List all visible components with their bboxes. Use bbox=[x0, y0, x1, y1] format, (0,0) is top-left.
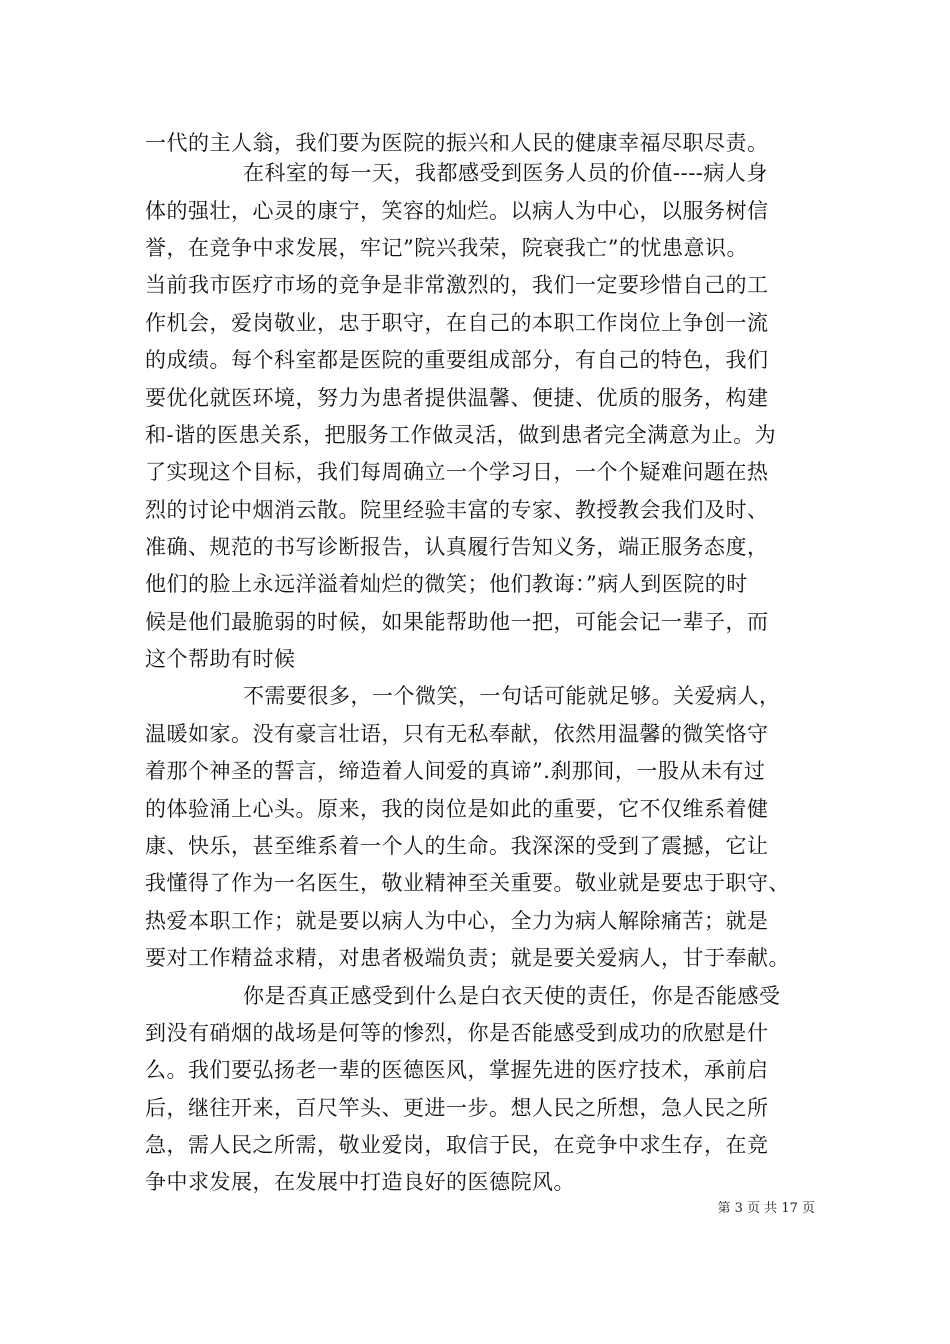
text-line: 当前我市医疗市场的竞争是非常激烈的，我们一定要珍惜自己的工 bbox=[145, 273, 769, 297]
text-line: 我懂得了作为一名医生，敬业精神至关重要。敬业就是要忠于职守、 bbox=[145, 871, 790, 895]
text-line: 的体验涌上心头。原来，我的岗位是如此的重要，它不仅维系着健 bbox=[145, 797, 769, 821]
text-line: 后，继往开来，百尺竿头、更进一步。想人民之所想，急人民之所 bbox=[145, 1096, 769, 1120]
text-line: 一代的主人翁，我们要为医院的振兴和人民的健康幸福尽职尽责。 bbox=[145, 131, 769, 155]
text-line: 要优化就医环境，努力为患者提供温馨、便捷、优质的服务，构建 bbox=[145, 386, 769, 410]
text-line: 这个帮助有时候 bbox=[145, 647, 296, 671]
text-line: 争中求发展，在发展中打造良好的医德院风。 bbox=[145, 1170, 575, 1194]
page-number: 第 3 页 共 17 页 bbox=[717, 1201, 815, 1216]
text-line: 体的强壮，心灵的康宁，笑容的灿烂。以病人为中心，以服务树信 bbox=[145, 199, 769, 223]
text-line: 到没有硝烟的战场是何等的惨烈，你是否能感受到成功的欣慰是什 bbox=[145, 1021, 769, 1045]
paragraph-first-line: 你是否真正感受到什么是白衣天使的责任，你是否能感受 bbox=[243, 984, 781, 1008]
text-line: 作机会，爱岗敬业，忠于职守，在自己的本职工作岗位上争创一流 bbox=[145, 311, 769, 335]
text-line: 着那个神圣的誓言，缔造着人间爱的真谛”.刹那间，一股从未有过 bbox=[145, 759, 766, 783]
text-line: 急，需人民之所需，敬业爱岗，取信于民，在竞争中求生存，在竞 bbox=[145, 1133, 769, 1157]
paragraph-first-line: 在科室的每一天，我都感受到医务人员的价值----病人身 bbox=[243, 161, 768, 185]
text-line: 温暖如家。没有豪言壮语，只有无私奉献，依然用温馨的微笑恪守 bbox=[145, 722, 769, 746]
text-line: 候是他们最脆弱的时候，如果能帮助他一把，可能会记一辈子，而 bbox=[145, 610, 769, 634]
text-line: 了实现这个目标，我们每周确立一个学习日，一个个疑难问题在热 bbox=[145, 460, 769, 484]
text-line: 和-谐的医患关系，把服务工作做灵活，做到患者完全满意为止。为 bbox=[145, 423, 777, 447]
text-line: 的成绩。每个科室都是医院的重要组成部分，有自己的特色，我们 bbox=[145, 348, 769, 372]
text-line: 热爱本职工作；就是要以病人为中心，全力为病人解除痛苦；就是 bbox=[145, 909, 769, 933]
text-line: 他们的脸上永远洋溢着灿烂的微笑；他们教诲：”病人到医院的时 bbox=[145, 572, 748, 596]
text-line: 要对工作精益求精，对患者极端负责；就是要关爱病人，甘于奉献。 bbox=[145, 946, 790, 970]
text-line: 康、快乐，甚至维系着一个人的生命。我深深的受到了震撼，它让 bbox=[145, 834, 769, 858]
paragraph-first-line: 不需要很多，一个微笑，一句话可能就足够。关爱病人， bbox=[243, 684, 781, 708]
text-line: 准确、规范的书写诊断报告，认真履行告知义务，端正服务态度， bbox=[145, 535, 769, 559]
text-line: 誉，在竞争中求发展，牢记”院兴我荣，院衰我亡”的忧患意识。 bbox=[145, 236, 748, 260]
text-line: 么。我们要弘扬老一辈的医德医风，掌握先进的医疗技术，承前启 bbox=[145, 1058, 769, 1082]
text-line: 烈的讨论中烟消云散。院里经验丰富的专家、教授教会我们及时、 bbox=[145, 498, 769, 522]
